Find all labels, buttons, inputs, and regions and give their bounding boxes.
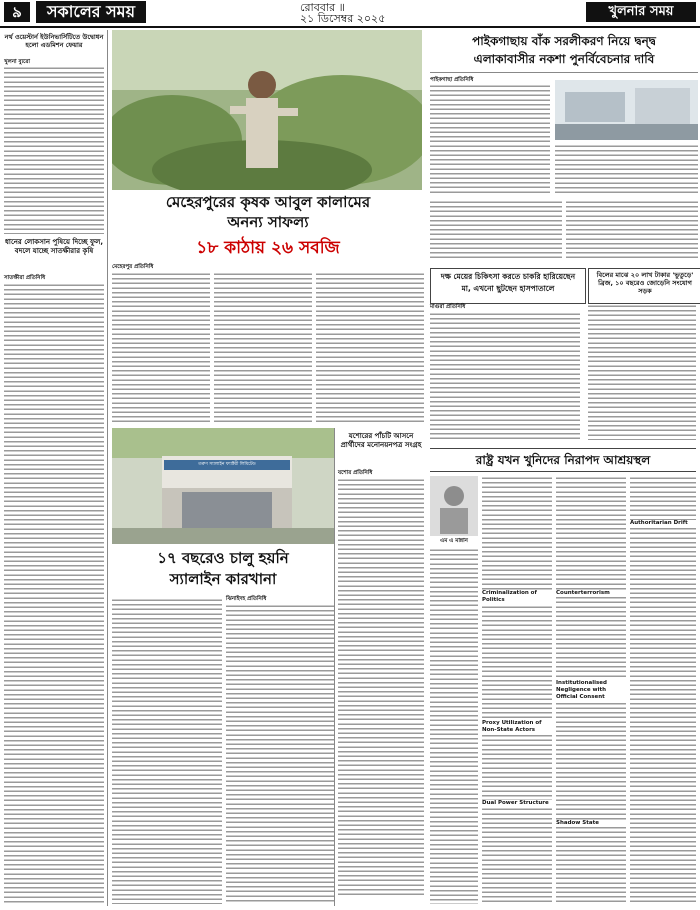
opinion-body-d — [630, 476, 696, 904]
farmer-image — [112, 30, 422, 190]
farmer-headline-line1: মেহেরপুরের কৃষক আবুল কালামের — [165, 193, 371, 211]
section-title: খুলনার সময় — [586, 2, 696, 22]
road-image — [555, 80, 698, 140]
term-3: Institutionalised Negligence with Official Consent — [556, 680, 626, 701]
issue-date — [300, 2, 385, 24]
issue-day: রোববার ॥ — [300, 1, 345, 14]
jessore-byline: যশোর প্রতিনিধি — [338, 470, 373, 476]
mother-headline — [430, 268, 586, 304]
farmer-body-b — [214, 272, 312, 422]
saline-body-a — [112, 598, 222, 904]
saline-factory-image — [112, 428, 334, 544]
left-headline-2: ধানের লোকসান পুষিয়ে দিচ্ছে ফুল, বদলে যাচ্ছে সাতক্ষীরার কৃষি — [4, 238, 104, 255]
bridge-headline: বিলের মাঝে ২০ লাখ টাকার 'ভুতুড়ে' ব্রিজ, ১০ বছরেও জোড়েনি সংযোগ সড়ক — [588, 268, 700, 304]
mother-body — [430, 312, 580, 440]
top-story-body-a — [430, 84, 550, 194]
opinion-author: এম এ মান্নান — [440, 538, 468, 544]
saline-headline — [112, 548, 334, 590]
farmer-byline: মেহেরপুর প্রতিনিধি — [112, 264, 154, 270]
jessore-headline: যশোরের পাঁচটি আসনে প্রার্থীদের মনোনয়নপত্র সংগ্রহ — [340, 432, 422, 449]
top-story-body-b — [555, 144, 698, 194]
left-byline-2: সাতক্ষীরা প্রতিনিধি — [4, 275, 46, 281]
page-number: ৯ — [4, 2, 30, 22]
author-avatar — [430, 476, 478, 536]
mother-headline-line1: দক্ষ মেয়ের চিকিৎসা করতে চাকরি হারিয়েছেন — [440, 272, 576, 281]
farmer-body-c — [316, 272, 424, 422]
top-story-body-c — [430, 200, 562, 260]
term-4: Proxy Utilization of Non-State Actors — [482, 720, 552, 734]
saline-photo-caption: তরুণ স্যালাইন ফ্যাক্টরী লিমিটেড — [198, 462, 256, 467]
road-photo — [555, 80, 698, 140]
term-1: Criminalization of Politics — [482, 590, 552, 604]
term-7: Shadow State — [556, 820, 626, 827]
top-story-headline-line2: এলাকাবাসীর নকশা পুনর্বিবেচনার দাবি — [473, 52, 655, 66]
left-body-1 — [4, 66, 104, 234]
issue-date-text: ২১ ডিসেম্বর ২০২৫ — [300, 12, 386, 25]
saline-factory-photo — [112, 428, 334, 544]
farmer-subhead: ১৮ কাঠায় ২৬ সবজি — [196, 238, 340, 258]
top-story-byline: পাইকগাছা প্রতিনিধি — [430, 77, 474, 83]
page-header — [0, 0, 700, 28]
left-headline-1: নর্থ ওয়েস্টার্ন ইউনিভার্সিটিতে উদ্বোধন হলো এডমিশন ফেয়ার — [4, 33, 104, 49]
term-2: Counterterrorism — [556, 590, 626, 597]
top-story-headline-line1: পাইকগাছায় বাঁক সরলীকরণ নিয়ে দ্বন্দ্ব — [472, 34, 656, 48]
masthead-logo: সকালের সময় — [36, 1, 146, 23]
opinion-body-a — [482, 476, 552, 904]
mother-headline-line2: মা, এখনো ছুটছেন হাসপাতালে — [461, 284, 555, 293]
left-body-2 — [4, 283, 104, 903]
opinion-headline: রাষ্ট্র যখন খুনিদের নিরাপদ আশ্রয়স্থল — [430, 448, 696, 472]
top-story-body-d — [566, 200, 698, 260]
term-6: Authoritarian Drift — [630, 520, 696, 527]
farmer-headline — [112, 192, 424, 232]
mother-byline: মাগুরা প্রতিনিধি — [430, 304, 466, 310]
farmer-body-a — [112, 272, 210, 422]
saline-byline: ঝিনাইদহ প্রতিনিধি — [226, 596, 267, 602]
bridge-body — [588, 304, 696, 440]
jessore-body — [338, 478, 424, 898]
farmer-headline-line2: অনন্য সাফল্য — [227, 213, 309, 231]
saline-headline-line1: ১৭ বছরেও চালু হয়নি — [157, 549, 289, 567]
top-story-headline — [430, 32, 698, 73]
left-byline-1: খুলনা ব্যুরো — [4, 59, 30, 65]
author-photo — [430, 476, 478, 536]
opinion-body-b — [430, 548, 478, 904]
saline-headline-line2: স্যালাইন কারখানা — [169, 570, 277, 588]
term-5: Dual Power Structure — [482, 800, 552, 807]
farmer-photo — [112, 30, 422, 190]
saline-body-b — [226, 604, 334, 904]
